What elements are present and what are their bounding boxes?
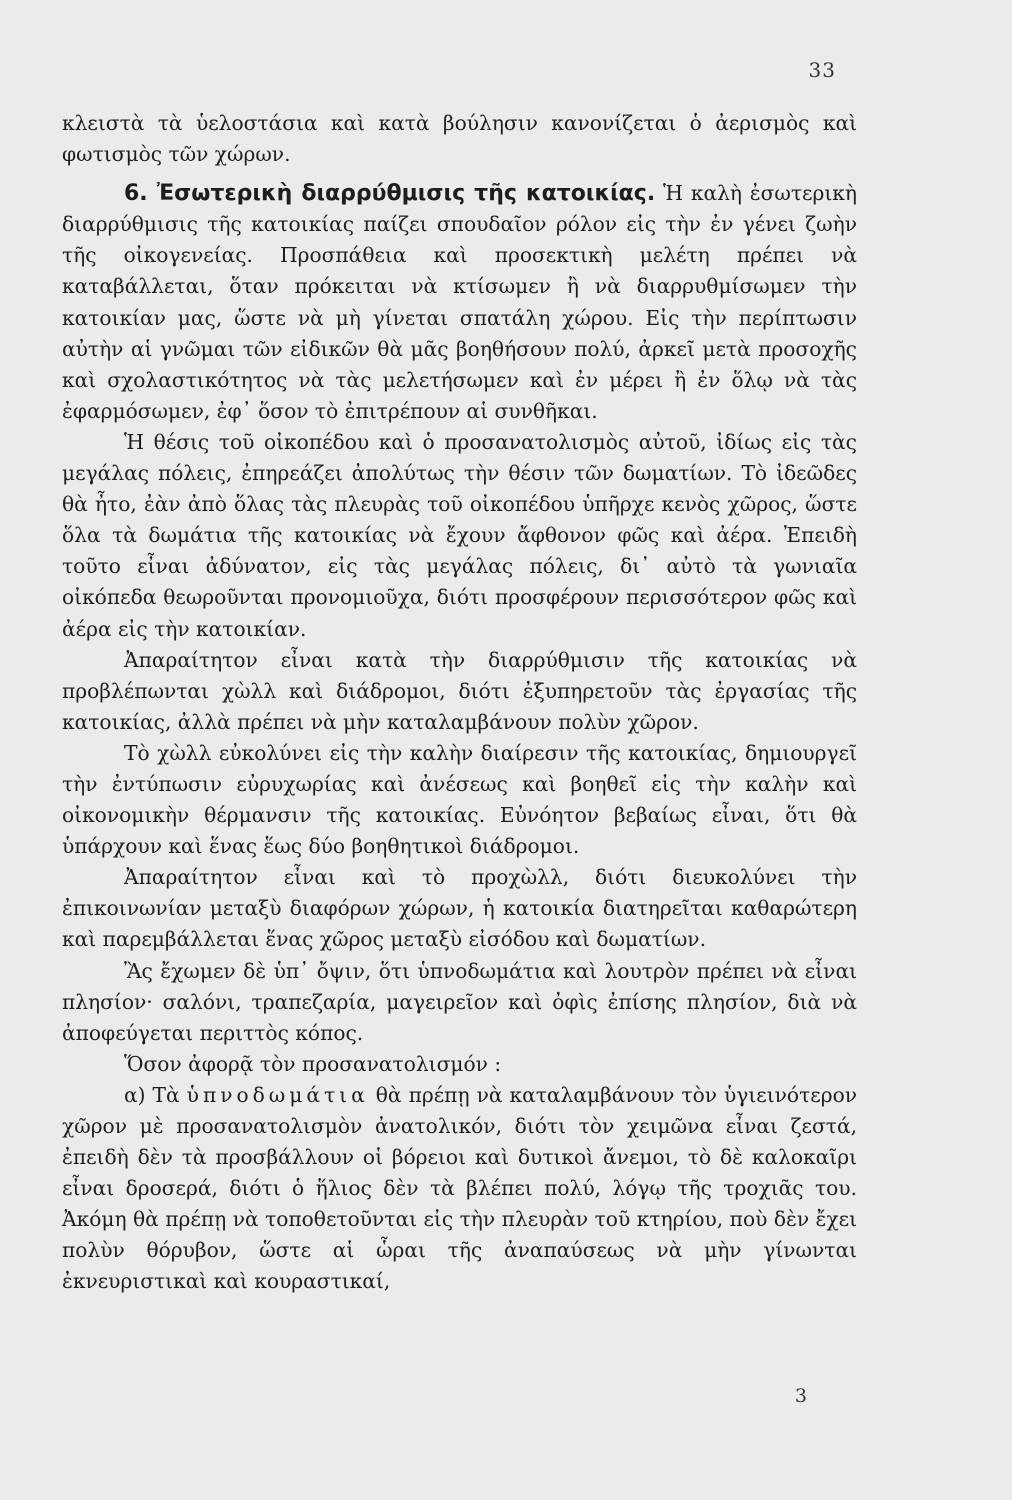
paragraph-bedrooms [62,1080,857,1298]
paragraph-text: κλειστὰ τὰ ὑελοστάσια καὶ κατὰ βούλησιν κανονίζεται ὁ ἀερισμὸς καὶ φωτισμὸς τῶν χώρων. [62,111,857,167]
paragraph-plot-position [62,427,857,645]
paragraph-text: Ἀπαραίτητον εἶναι κατὰ τὴν διαρρύθμισιν τῆς κατοικίας νὰ προβλέπωνται χὼλλ καὶ διάδρομοι, διότι ἐξυπηρετοῦν τὰς ἐργασίας τῆς κατοικίας, ἀλλὰ πρέπει νὰ μὴν καταλαμβάνουν πολὺν χῶρον. [62,647,857,734]
list-lead: α) Τὰ [124,1082,187,1107]
section-heading: 6. Ἐσωτερικὴ διαρρύθμισις τῆς κατοικίας. [124,181,656,207]
paragraph-intro [62,108,857,170]
page-number: 33 [808,58,836,82]
paragraph-text: Ἡ καλὴ ἐσωτερικὴ διαρρύθμισις τῆς κατοικίας παίζει σπουδαῖον ρόλον εἰς τὴν ἐν γένει ζωὴν τῆς οἰκογενείας. Προσπάθεια καὶ προσεκτικὴ μελέτη πρέπει νὰ καταβάλλεται, ὅταν πρόκειται νὰ κτίσωμεν ἢ νὰ διαρρυθμίσωμεν τὴν κατοικίαν μας, ὥστε νὰ μὴ γίνεται σπατάλη χώρου. Εἰς τὴν περίπτωσιν αὐτὴν αἱ γνῶμαι τῶν εἰδικῶν θὰ μᾶς βοηθήσουν πολύ, ἀρκεῖ μετὰ προσοχῆς καὶ σχολαστικότητος νὰ τὰς μελετήσωμεν καὶ ἐν μέρει ἢ ἐν ὅλῳ νὰ τὰς ἐφαρμόσωμεν, ἐφ᾽ ὅσον τὸ ἐπιτρέπουν αἱ συνθῆκαι. [62,181,857,423]
paragraph-orientation [62,1049,857,1080]
page-body [62,108,857,1298]
paragraph-vestibule [62,862,857,955]
paragraph-text: Ἂς ἔχωμεν δὲ ὑπ᾽ ὄψιν, ὅτι ὑπνοδωμάτια καὶ λουτρὸν πρέπει νὰ εἶναι πλησίον· σαλόνι, τραπεζαρία, μαγειρεῖον καὶ ὀφὶς ἐπίσης πλησίον, διὰ νὰ ἀποφεύγεται περιττὸς κόπος. [62,958,857,1045]
sheet-number: 3 [794,1385,807,1407]
spaced-term: ὑπνοδωμάτια [186,1082,369,1107]
paragraph-text: θὰ πρέπῃ νὰ καταλαμβάνουν τὸν ὑγιεινότερον χῶρον μὲ προσανατολισμὸν ἀνατολικόν, διότι τὸν χειμῶνα εἶναι ζεστά, ἐπειδὴ δὲν τὰ προσβάλλουν οἱ βόρειοι καὶ δυτικοὶ ἄνεμοι, τὸ δὲ καλοκαῖρι εἶναι δροσερά, διότι ὁ ἥλιος δὲν τὰ βλέπει πολύ, λόγῳ τῆς τροχιᾶς του. Ἀκόμη θὰ πρέπῃ νὰ τοποθετοῦνται εἰς τὴν πλευρὰν τοῦ κτηρίου, ποὺ δὲν ἔχει πολὺν θόρυβον, ὥστε αἱ ὧραι τῆς ἀναπαύσεως νὰ μὴν γίνωνται ἐκνευριστικαὶ καὶ κουραστικαί, [62,1082,857,1294]
paragraph-text: Ὅσον ἀφορᾷ τὸν προσανατολισμόν : [124,1051,502,1076]
paragraph-room-placement [62,956,857,1049]
paragraph-hall-benefits [62,738,857,862]
paragraph-text: Τὸ χὼλλ εὐκολύνει εἰς τὴν καλὴν διαίρεσιν τῆς κατοικίας, δημιουργεῖ τὴν ἐντύπωσιν εὐρυχωρίας καὶ ἀνέσεως καὶ βοηθεῖ εἰς τὴν καλὴν καὶ οἰκονομικὴν θέρμανσιν τῆς κατοικίας. Εὐνόητον βεβαίως εἶναι, ὅτι θὰ ὑπάρχουν καὶ ἕνας ἕως δύο βοηθητικοὶ διάδρομοι. [62,740,857,859]
paragraph-section-6 [62,178,857,427]
paragraph-text: Ἀπαραίτητον εἶναι καὶ τὸ προχὼλλ, διότι διευκολύνει τὴν ἐπικοινωνίαν μεταξὺ διαφόρων χώρων, ἡ κατοικία διατηρεῖται καθαρώτερη καὶ παρεμβάλλεται ἕνας χῶρος μεταξὺ εἰσόδου καὶ δωματίων. [62,865,857,952]
paragraph-text: Ἡ θέσις τοῦ οἰκοπέδου καὶ ὁ προσανατολισμὸς αὐτοῦ, ἰδίως εἰς τὰς μεγάλας πόλεις, ἐπηρεάζει ἀπολύτως τὴν θέσιν τῶν δωματίων. Τὸ ἰδεῶδες θὰ ἦτο, ἐὰν ἀπὸ ὅλας τὰς πλευρὰς τοῦ οἰκοπέδου ὑπῆρχε κενὸς χῶρος, ὥστε ὅλα τὰ δωμάτια τῆς κατοικίας νὰ ἔχουν ἄφθονον φῶς καὶ ἀέρα. Ἐπειδὴ τοῦτο εἶναι ἀδύνατον, εἰς τὰς μεγάλας πόλεις, δι᾽ αὐτὸ τὰ γωνιαῖα οἰκόπεδα θεωροῦνται προνομιοῦχα, διότι προσφέρουν περισσότερον φῶς καὶ ἀέρα εἰς τὴν κατοικίαν. [62,429,857,641]
paragraph-halls [62,645,857,738]
